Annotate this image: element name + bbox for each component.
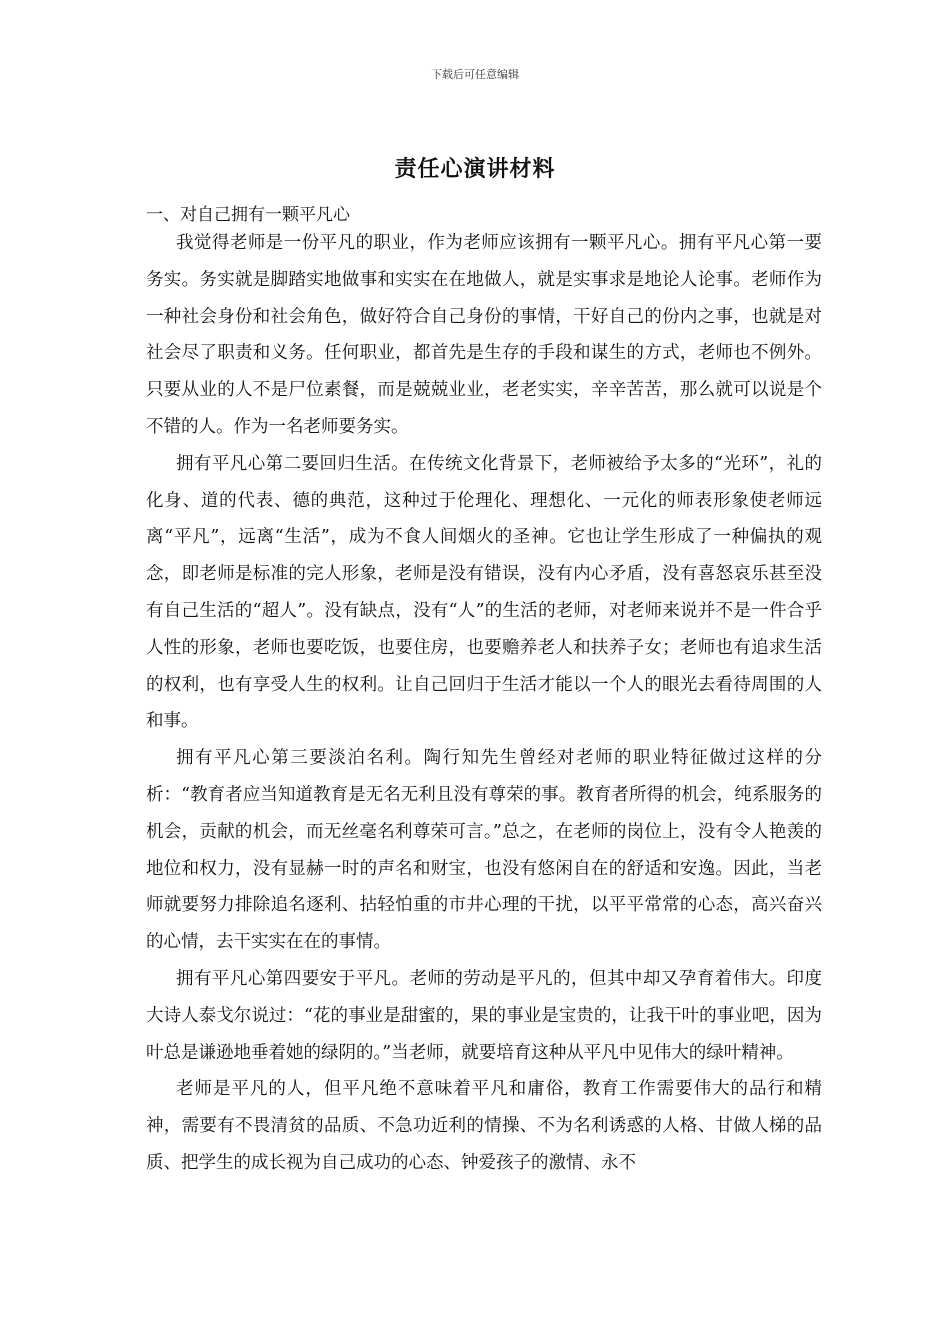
paragraph-5: 老师是平凡的人，但平凡绝不意味着平凡和庸俗，教育工作需要伟大的品行和精神，需要有不畏清贫的品质、不急功近利的情操、不为名利诱惑的人格、甘做人梯的品质、把学生的成长视为自己成功的心态、钟爱孩子的激情、永不 [146,1079,822,1173]
page-header-note: 下载后可任意编辑 [431,68,519,81]
section-heading: 一、对自己拥有一颗平凡心 [146,205,350,225]
paragraph-4: 拥有平凡心第四要安于平凡。老师的劳动是平凡的，但其中却又孕育着伟大。印度大诗人泰戈尔说过：“花的事业是甜蜜的，果的事业是宝贵的，让我干叶的事业吧，因为叶总是谦逊地垂着她的绿阴的。”当老师，就要培育这种从平凡中见伟大的绿叶精神。 [146,968,822,1063]
paragraph-3: 拥有平凡心第三要淡泊名利。陶行知先生曾经对老师的职业特征做过这样的分析：“教育者应当知道教育是无名无利且没有尊荣的事。教育者所得的机会，纯系服务的机会，贡献的机会，而无丝毫名利尊荣可言。”总之，在老师的岗位上，没有令人艳羡的地位和权力，没有显赫一时的声名和财宝，也没有悠闲自在的舒适和安逸。因此，当老师就要努力排除追名逐利、拈轻怕重的市井心理的干扰，以平平常常的心态，高兴奋兴的心情，去干实实在在的事情。 [146,748,822,953]
paragraph-2: 拥有平凡心第二要回归生活。在传统文化背景下，老师被给予太多的“光环”，礼的化身、道的代表、德的典范，这种过于伦理化、理想化、一元化的师表形象使老师远离“平凡”，远离“生活”，成为不食人间烟火的圣神。它也让学生形成了一种偏执的观念，即老师是标准的完人形象，老师是没有错误，没有内心矛盾，没有喜怒哀乐甚至没有自己生活的“超人”。没有缺点，没有“人”的生活的老师，对老师来说并不是一件合乎人性的形象，老师也要吃饭，也要住房，也要赡养老人和扶养子女；老师也有追求生活的权利，也有享受人生的权利。让自己回归于生活才能以一个人的眼光去看待周围的人和事。 [146,453,822,732]
document-title: 责任心演讲材料 [394,156,556,182]
document-body [146,225,822,1182]
paragraph-1: 我觉得老师是一份平凡的职业，作为老师应该拥有一颗平凡心。拥有平凡心第一要务实。务实就是脚踏实地做事和实实在在地做人，就是实事求是地论人论事。老师作为一种社会身份和社会角色，做好符合自己身份的事情，干好自己的份内之事，也就是对社会尽了职责和义务。任何职业，都首先是生存的手段和谋生的方式，老师也不例外。只要从业的人不是尸位素餐，而是兢兢业业，老老实实，辛辛苦苦，那么就可以说是个不错的人。作为一名老师要务实。 [146,233,822,437]
